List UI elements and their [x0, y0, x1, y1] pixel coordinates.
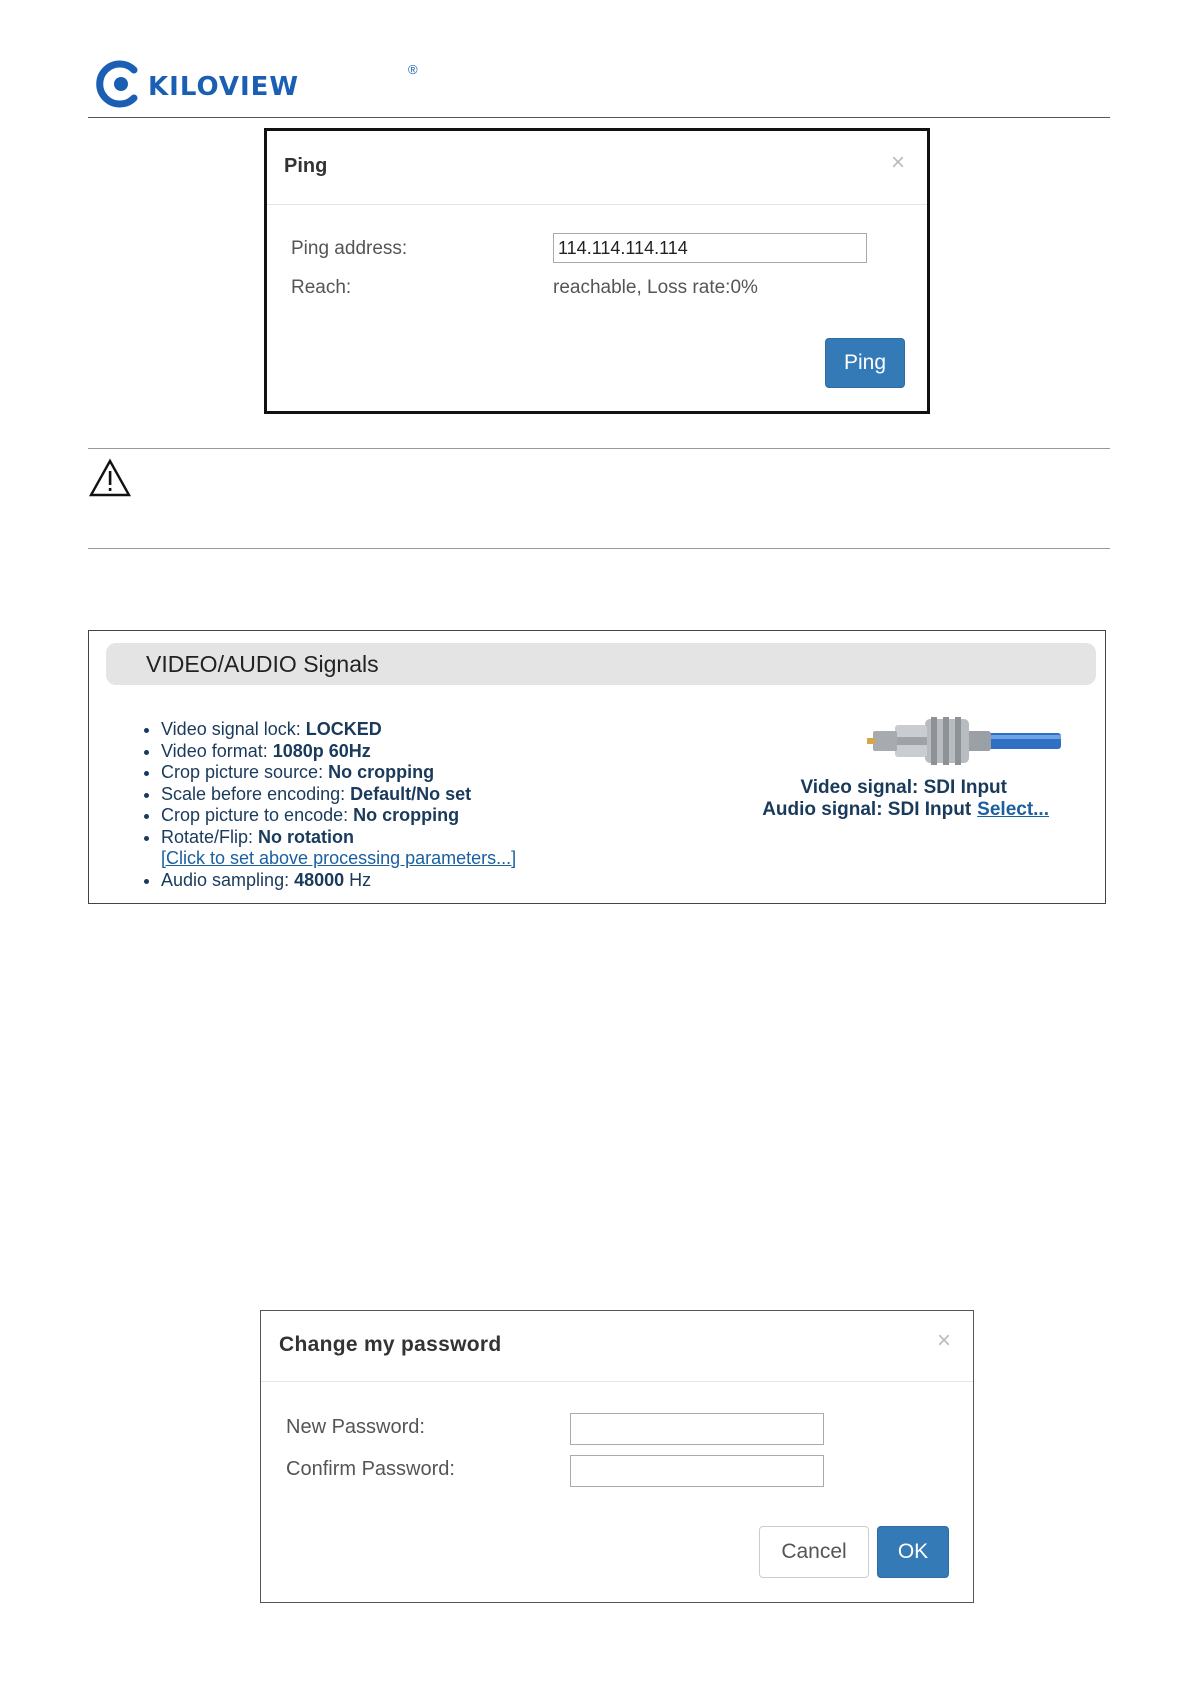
- ping-dialog-title: Ping: [284, 155, 328, 177]
- ping-dialog: [264, 128, 930, 414]
- cancel-button[interactable]: Cancel: [759, 1526, 869, 1578]
- list-item: • Video format: 1080p 60Hz: [161, 741, 516, 763]
- list-item: • Rotate/Flip: No rotation: [161, 827, 516, 849]
- processing-link-row: [161, 848, 516, 870]
- warning-icon: [88, 458, 132, 498]
- registered-mark: ®: [408, 62, 418, 77]
- kiloview-logo: [96, 58, 418, 110]
- processing-parameters-link[interactable]: [Click to set above processing parameters...]: [161, 848, 517, 868]
- password-dialog-header: [261, 1311, 973, 1382]
- sdi-connector-icon: [865, 711, 1061, 771]
- audio-signal-text: Audio signal: SDI Input: [762, 799, 972, 820]
- close-icon[interactable]: ×: [936, 1327, 951, 1354]
- brand-name: KILOVIEW: [148, 72, 300, 102]
- signals-header: [106, 643, 1096, 685]
- ping-button[interactable]: Ping: [825, 338, 905, 388]
- select-audio-link[interactable]: Select...: [977, 799, 1049, 820]
- ping-dialog-header: [267, 131, 927, 205]
- list-item: • Video signal lock: LOCKED: [161, 719, 516, 741]
- password-dialog-title: Change my password: [279, 1333, 502, 1356]
- header-divider: [88, 117, 1110, 118]
- reach-label: Reach:: [291, 277, 352, 298]
- signal-status-list: [137, 719, 516, 891]
- audio-signal-row: [762, 799, 1049, 821]
- confirm-password-label: Confirm Password:: [286, 1458, 455, 1480]
- new-password-label: New Password:: [286, 1416, 425, 1438]
- kiloview-logo-mark-icon: [96, 60, 144, 108]
- signals-title: VIDEO/AUDIO Signals: [146, 651, 379, 677]
- list-item: • Crop picture source: No cropping: [161, 762, 516, 784]
- change-password-dialog: [260, 1310, 974, 1603]
- signal-source-info: [762, 777, 1049, 821]
- warning-top-divider: [88, 448, 1110, 449]
- new-password-input[interactable]: [570, 1413, 824, 1445]
- close-icon[interactable]: ×: [890, 149, 905, 176]
- list-item: • Scale before encoding: Default/No set: [161, 784, 516, 806]
- warning-bottom-divider: [88, 548, 1110, 549]
- list-item: • Crop picture to encode: No cropping: [161, 805, 516, 827]
- reach-value: reachable, Loss rate:0%: [553, 277, 758, 298]
- ping-address-label: Ping address:: [291, 238, 408, 259]
- confirm-password-input[interactable]: [570, 1455, 824, 1487]
- list-item: • Audio sampling: 48000 Hz: [161, 870, 516, 892]
- video-signal-text: Video signal: SDI Input: [800, 777, 1007, 798]
- ping-address-input[interactable]: [553, 233, 867, 263]
- ok-button[interactable]: OK: [877, 1526, 949, 1578]
- video-audio-signals-panel: [88, 630, 1106, 904]
